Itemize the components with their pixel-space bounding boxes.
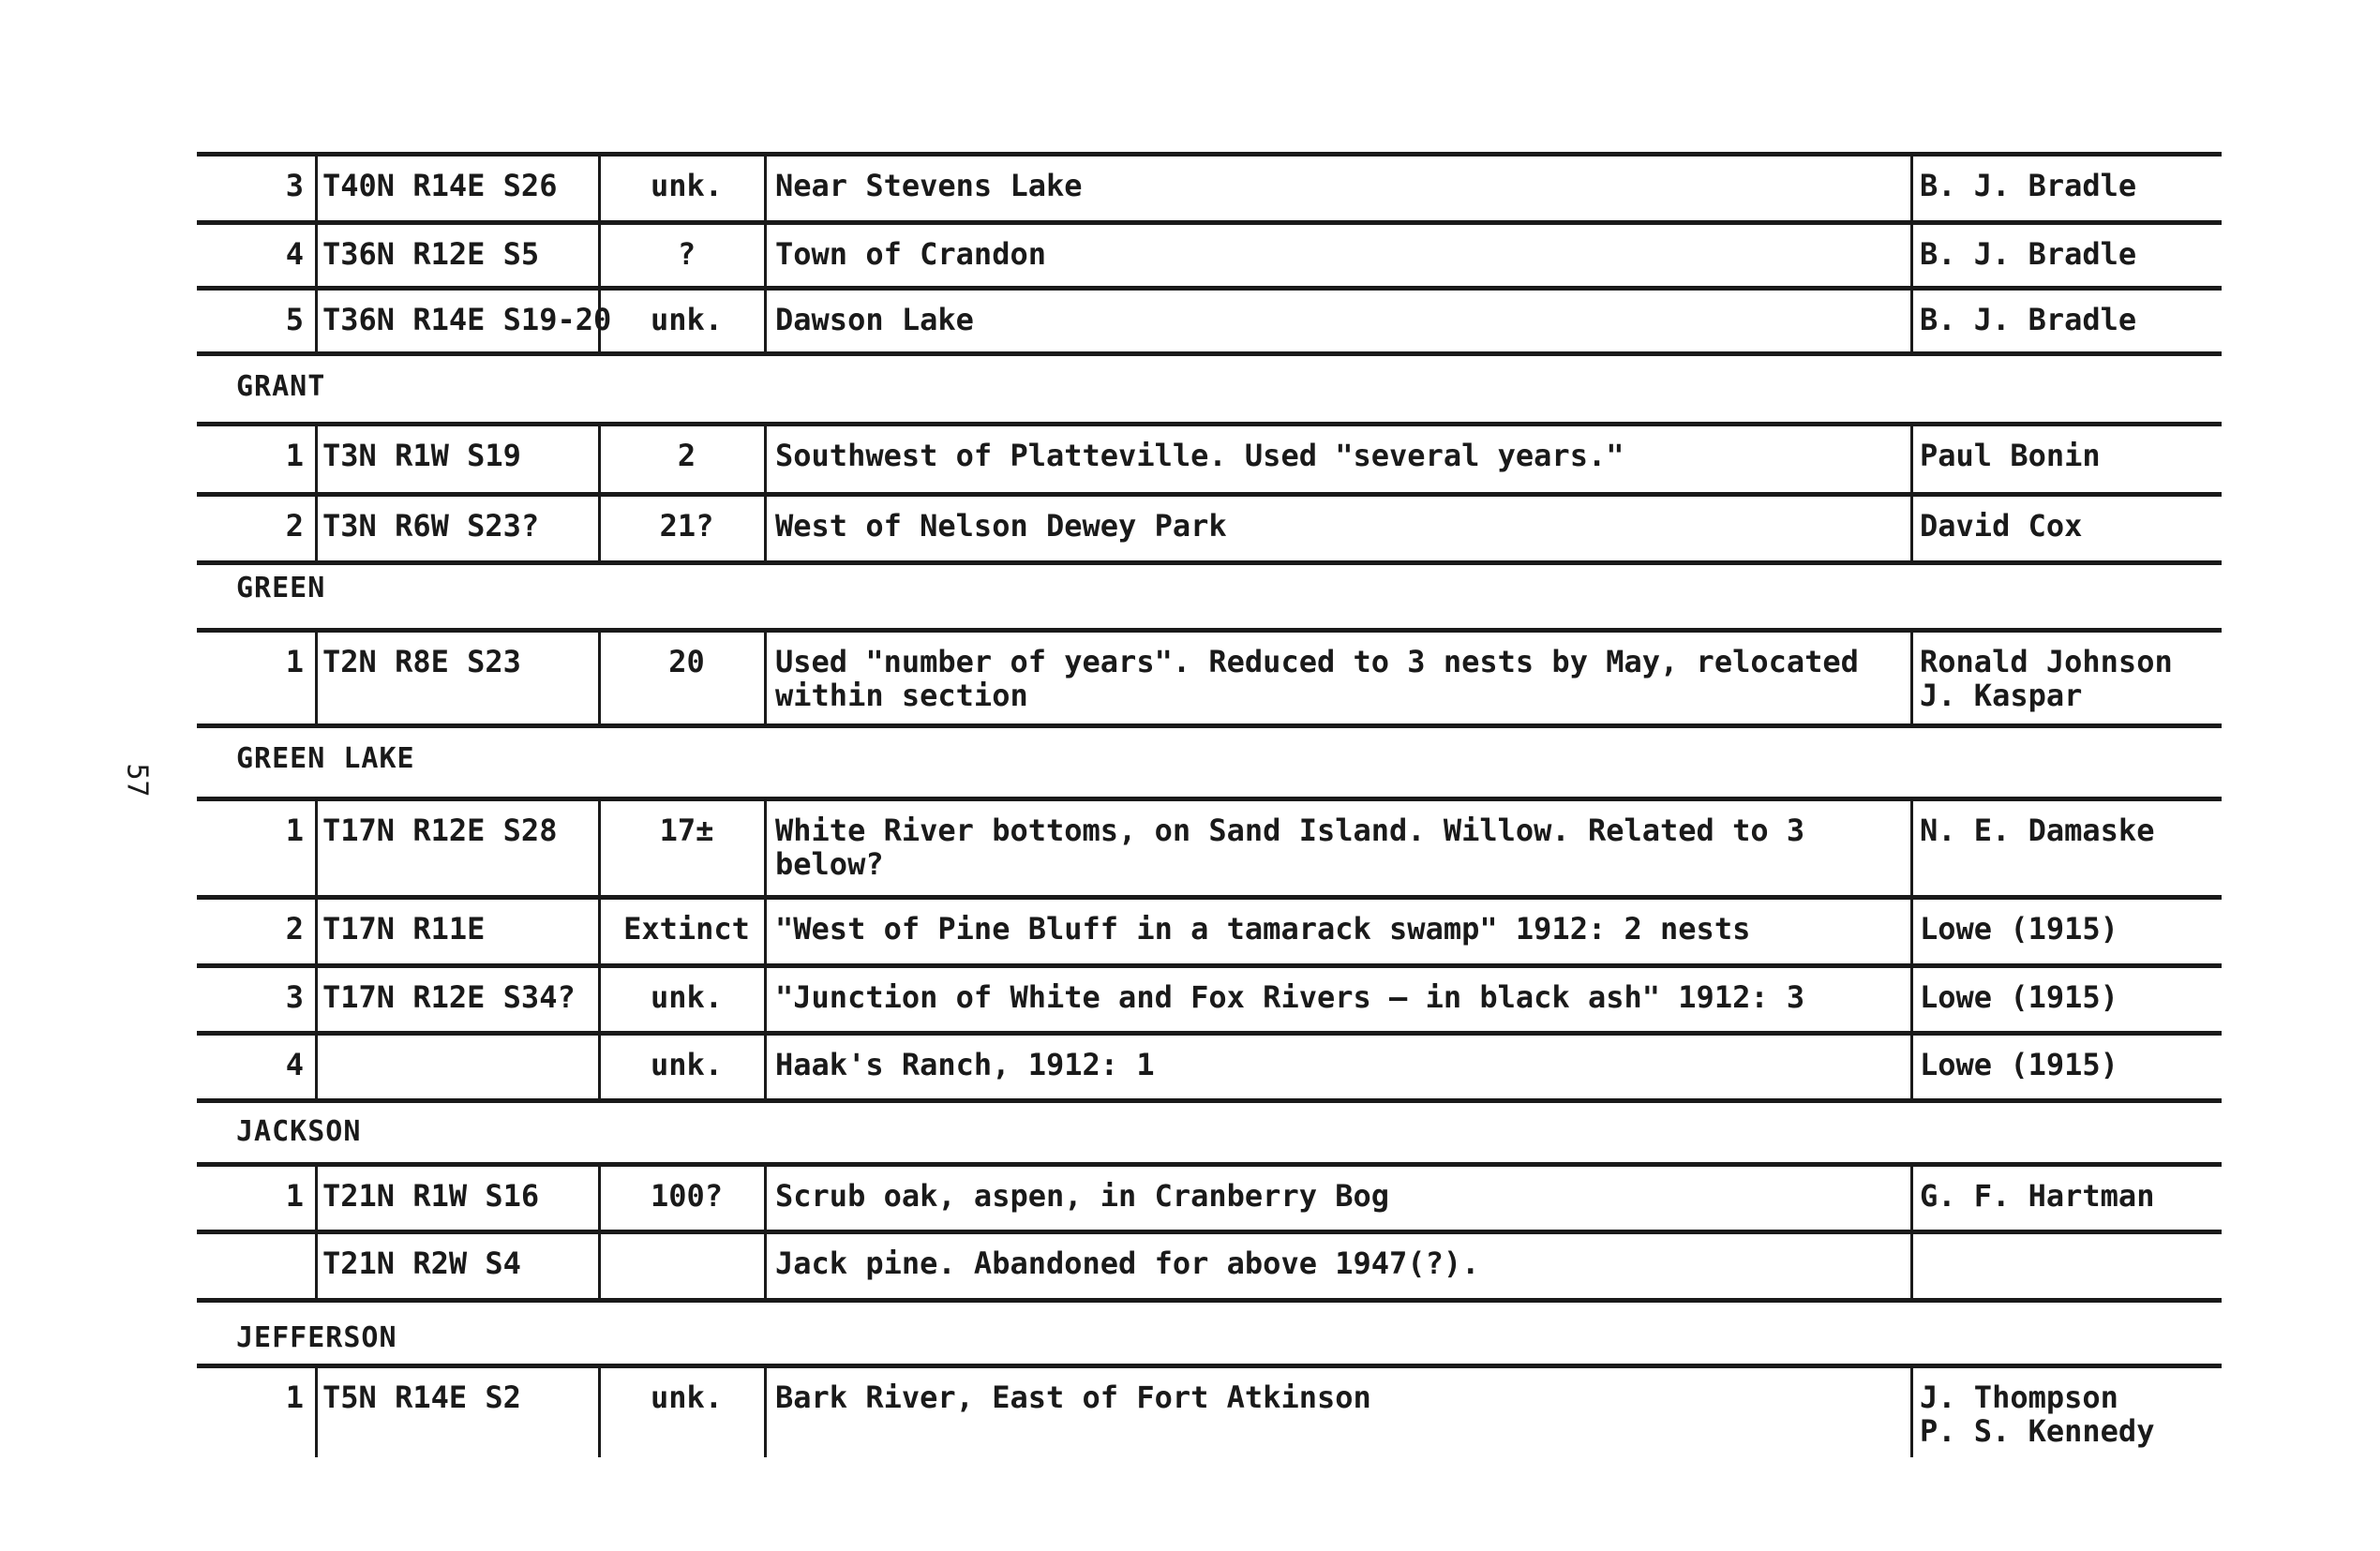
- table-rule: [197, 895, 2222, 900]
- location-cell: T21N R2W S4: [322, 1245, 521, 1281]
- source-line: J. Thompson: [1920, 1379, 2118, 1415]
- entry-number: 3: [285, 168, 304, 203]
- description-line: Bark River, East of Fort Atkinson: [775, 1379, 1371, 1415]
- description-line: West of Nelson Dewey Park: [775, 508, 1227, 544]
- entry-number: 3: [285, 979, 304, 1015]
- column-divider: [1910, 220, 1913, 288]
- column-divider: [1910, 1364, 1913, 1457]
- column-divider: [315, 422, 318, 494]
- entry-number: 1: [285, 438, 304, 473]
- table-rule: [197, 1162, 2222, 1167]
- entry-number: 1: [285, 1178, 304, 1214]
- nest-count: Extinct: [623, 911, 750, 947]
- location-cell: T36N R14E S19-20: [322, 302, 612, 337]
- column-divider: [315, 1364, 318, 1457]
- column-divider: [764, 1230, 767, 1300]
- column-divider: [1910, 422, 1913, 494]
- source-line: Lowe (1915): [1920, 911, 2118, 947]
- table-rule: [197, 1364, 2222, 1368]
- column-divider: [1910, 1162, 1913, 1231]
- description-line: below?: [775, 846, 884, 882]
- table-rule: [197, 560, 2222, 565]
- county-heading: JEFFERSON: [236, 1321, 397, 1354]
- location-cell: T17N R11E: [322, 911, 486, 947]
- nest-count: unk.: [650, 1379, 724, 1415]
- source-line: B. J. Bradle: [1920, 302, 2137, 337]
- entry-number: 2: [285, 911, 304, 947]
- source-line: Lowe (1915): [1920, 979, 2118, 1015]
- column-divider: [1910, 1230, 1913, 1300]
- table-rule: [197, 286, 2222, 291]
- column-divider: [315, 895, 318, 965]
- table-rule: [197, 492, 2222, 497]
- nest-count: 100?: [650, 1178, 724, 1214]
- location-cell: T3N R6W S23?: [322, 508, 540, 544]
- column-divider: [1910, 963, 1913, 1033]
- column-divider: [1910, 628, 1913, 725]
- nest-count: unk.: [650, 979, 724, 1015]
- table-rule: [197, 1298, 2222, 1303]
- source-line: P. S. Kennedy: [1920, 1413, 2155, 1449]
- table-rule: [197, 628, 2222, 633]
- county-heading: GREEN: [236, 572, 326, 604]
- column-divider: [315, 286, 318, 353]
- source-line: David Cox: [1920, 508, 2083, 544]
- table-rule: [197, 1098, 2222, 1103]
- description-line: White River bottoms, on Sand Island. Willow. Related to 3: [775, 813, 1805, 848]
- description-line: Town of Crandon: [775, 236, 1046, 272]
- table-rule: [197, 220, 2222, 225]
- table-rule: [197, 1230, 2222, 1234]
- description-line: Haak's Ranch, 1912: 1: [775, 1047, 1155, 1082]
- location-cell: T17N R12E S28: [322, 813, 558, 848]
- location-cell: T40N R14E S26: [322, 168, 558, 203]
- county-heading: GRANT: [236, 370, 326, 403]
- column-divider: [315, 628, 318, 725]
- column-divider: [598, 1230, 601, 1300]
- table-rule: [197, 152, 2222, 157]
- column-divider: [315, 1162, 318, 1231]
- description-line: Southwest of Platteville. Used "several years.": [775, 438, 1624, 473]
- column-divider: [315, 152, 318, 222]
- source-line: N. E. Damaske: [1920, 813, 2155, 848]
- description-line: Jack pine. Abandoned for above 1947(?).: [775, 1245, 1480, 1281]
- source-line: B. J. Bradle: [1920, 236, 2137, 272]
- entry-number: 1: [285, 1379, 304, 1415]
- table-rule: [197, 1031, 2222, 1036]
- entry-number: 1: [285, 644, 304, 679]
- source-line: Ronald Johnson: [1920, 644, 2173, 679]
- description-line: Near Stevens Lake: [775, 168, 1083, 203]
- entry-number: 4: [285, 236, 304, 272]
- column-divider: [315, 1230, 318, 1300]
- column-divider: [315, 1031, 318, 1100]
- description-line: Used "number of years". Reduced to 3 nests by May, relocated: [775, 644, 1859, 679]
- column-divider: [1910, 797, 1913, 897]
- county-heading: JACKSON: [236, 1115, 362, 1148]
- description-line: within section: [775, 678, 1028, 713]
- column-divider: [1910, 895, 1913, 965]
- location-cell: T21N R1W S16: [322, 1178, 540, 1214]
- source-line: Paul Bonin: [1920, 438, 2101, 473]
- column-divider: [1910, 492, 1913, 562]
- description-line: "Junction of White and Fox Rivers — in black ash" 1912: 3: [775, 979, 1805, 1015]
- entry-number: 5: [285, 302, 304, 337]
- column-divider: [315, 797, 318, 897]
- county-heading: GREEN LAKE: [236, 742, 415, 775]
- nest-count: unk.: [650, 168, 724, 203]
- location-cell: T3N R1W S19: [322, 438, 521, 473]
- description-line: Scrub oak, aspen, in Cranberry Bog: [775, 1178, 1390, 1214]
- description-line: Dawson Lake: [775, 302, 974, 337]
- source-line: G. F. Hartman: [1920, 1178, 2155, 1214]
- description-line: "West of Pine Bluff in a tamarack swamp" 1912: 2 nests: [775, 911, 1751, 947]
- column-divider: [1910, 1031, 1913, 1100]
- nest-count: ?: [677, 236, 696, 272]
- table-rule: [197, 797, 2222, 801]
- entry-number: 1: [285, 813, 304, 848]
- table-rule: [197, 351, 2222, 356]
- page-number: 57: [120, 763, 154, 798]
- column-divider: [315, 963, 318, 1033]
- location-cell: T5N R14E S2: [322, 1379, 521, 1415]
- location-cell: T2N R8E S23: [322, 644, 521, 679]
- entry-number: 2: [285, 508, 304, 544]
- column-divider: [1910, 286, 1913, 353]
- nest-count: unk.: [650, 1047, 724, 1082]
- source-line: J. Kaspar: [1920, 678, 2083, 713]
- nest-count: unk.: [650, 302, 724, 337]
- column-divider: [315, 492, 318, 562]
- source-line: B. J. Bradle: [1920, 168, 2137, 203]
- entry-number: 4: [285, 1047, 304, 1082]
- nest-count: 21?: [659, 508, 714, 544]
- nest-count: 20: [668, 644, 705, 679]
- location-cell: T17N R12E S34?: [322, 979, 576, 1015]
- nest-count: 2: [677, 438, 696, 473]
- source-line: Lowe (1915): [1920, 1047, 2118, 1082]
- table-rule: [197, 963, 2222, 968]
- nest-count: 17±: [659, 813, 714, 848]
- table-rule: [197, 422, 2222, 426]
- column-divider: [315, 220, 318, 288]
- column-divider: [1910, 152, 1913, 222]
- location-cell: T36N R12E S5: [322, 236, 540, 272]
- table-rule: [197, 723, 2222, 728]
